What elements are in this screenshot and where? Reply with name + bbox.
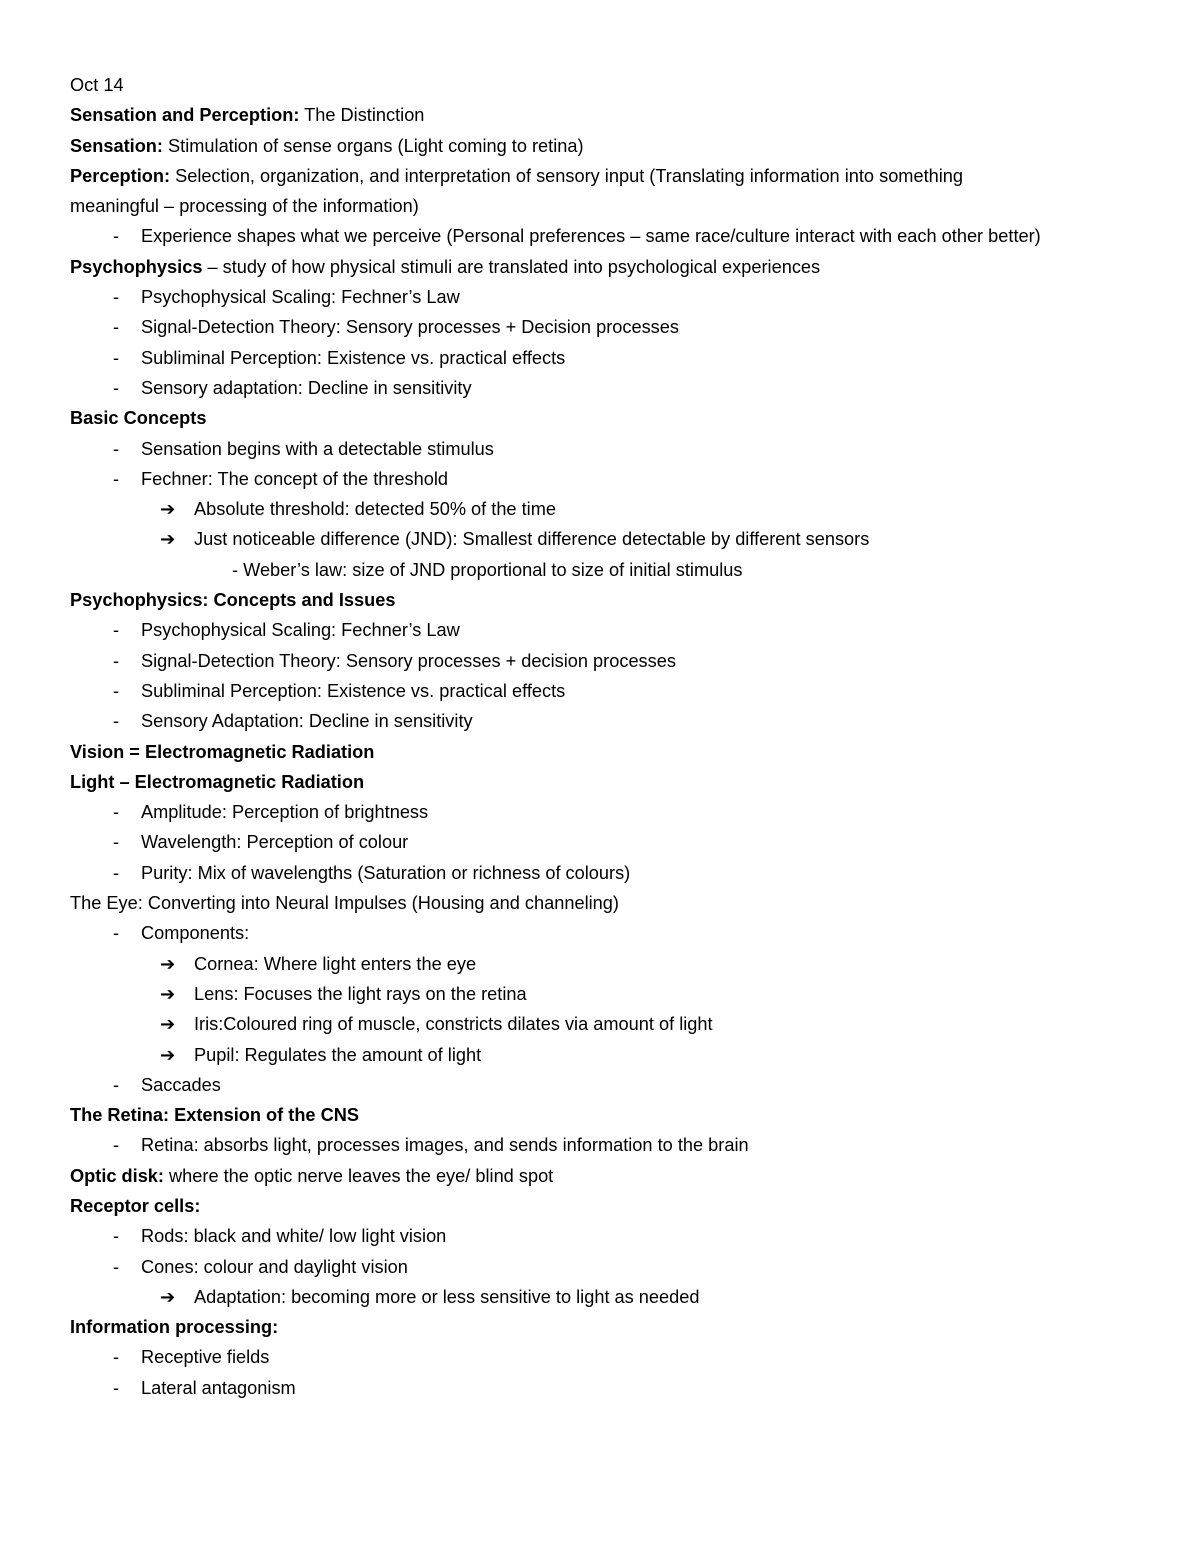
arrow-text: Just noticeable difference (JND): Smallest difference detectable by different sensors bbox=[194, 529, 870, 550]
bullet-text: Sensory Adaptation: Decline in sensitivity bbox=[141, 711, 473, 732]
bullet-item bbox=[70, 282, 1150, 312]
psychophysics-definition bbox=[70, 252, 1150, 282]
bullet-text: Sensory adaptation: Decline in sensitivity bbox=[141, 377, 472, 398]
arrow-right-icon: ➔ bbox=[160, 529, 176, 550]
bullet-text: Rods: black and white/ low light vision bbox=[141, 1226, 447, 1247]
document-page bbox=[70, 70, 1150, 1403]
heading-the-eye: The Eye: Converting into Neural Impulses (Housing and channeling) bbox=[70, 893, 619, 914]
dash-bullet: - bbox=[113, 680, 120, 701]
heading-basic-concepts: Basic Concepts bbox=[70, 408, 207, 429]
dash-bullet: - bbox=[113, 438, 120, 459]
bullet-item bbox=[70, 1130, 1150, 1160]
bullet-text: Saccades bbox=[141, 1074, 221, 1095]
arrow-item bbox=[70, 979, 1150, 1009]
arrow-right-icon: ➔ bbox=[160, 953, 176, 974]
bullet-item bbox=[70, 221, 1150, 251]
bullet-text: Signal-Detection Theory: Sensory processes + decision processes bbox=[141, 650, 676, 671]
bullet-item bbox=[70, 706, 1150, 736]
dash-bullet: - bbox=[113, 1074, 120, 1095]
arrow-item bbox=[70, 524, 1150, 554]
bullet-text: Psychophysical Scaling: Fechner’s Law bbox=[141, 287, 460, 308]
dash-bullet: - bbox=[113, 802, 120, 823]
term-definition: where the optic nerve leaves the eye/ blind spot bbox=[163, 1165, 554, 1186]
bullet-item bbox=[70, 615, 1150, 645]
arrow-right-icon: ➔ bbox=[160, 499, 176, 520]
dash-bullet: - bbox=[113, 468, 120, 489]
heading-vision: Vision = Electromagnetic Radiation bbox=[70, 741, 375, 762]
arrow-right-icon: ➔ bbox=[160, 983, 176, 1004]
term-definition: Selection, organization, and interpretation of sensory input (Translating information into something bbox=[170, 165, 964, 186]
bullet-text: Purity: Mix of wavelengths (Saturation or richness of colours) bbox=[141, 862, 631, 883]
arrow-item bbox=[70, 1282, 1150, 1312]
dash-bullet: - bbox=[113, 347, 120, 368]
arrow-right-icon: ➔ bbox=[160, 1286, 176, 1307]
dash-bullet: - bbox=[113, 1226, 120, 1247]
perception-definition-continued: meaningful – processing of the information) bbox=[70, 196, 419, 217]
arrow-text: Adaptation: becoming more or less sensitive to light as needed bbox=[194, 1286, 700, 1307]
term-definition: Stimulation of sense organs (Light coming to retina) bbox=[162, 135, 584, 156]
bullet-item bbox=[70, 1221, 1150, 1251]
perception-definition bbox=[70, 161, 1150, 191]
bullet-text: Wavelength: Perception of colour bbox=[141, 832, 409, 853]
dash-bullet: - bbox=[113, 1377, 120, 1398]
term-label: Optic disk: bbox=[70, 1165, 164, 1186]
optic-disk-definition bbox=[70, 1161, 1150, 1191]
term-label: Perception: bbox=[70, 165, 171, 186]
bullet-item bbox=[70, 858, 1150, 888]
bullet-text: Amplitude: Perception of brightness bbox=[141, 802, 429, 823]
dash-bullet: - bbox=[113, 226, 120, 247]
bullet-item bbox=[70, 434, 1150, 464]
term-label: Psychophysics bbox=[70, 256, 203, 277]
bullet-text: Fechner: The concept of the threshold bbox=[141, 468, 449, 489]
bullet-item bbox=[70, 1070, 1150, 1100]
bullet-item bbox=[70, 312, 1150, 342]
bullet-item bbox=[70, 343, 1150, 373]
dash-bullet: - bbox=[113, 620, 120, 641]
bullet-text: Sensation begins with a detectable stimulus bbox=[141, 438, 494, 459]
arrow-text: Pupil: Regulates the amount of light bbox=[194, 1044, 482, 1065]
arrow-right-icon: ➔ bbox=[160, 1014, 176, 1035]
arrow-item bbox=[70, 1009, 1150, 1039]
bullet-item bbox=[70, 1252, 1150, 1282]
heading-sensation-perception bbox=[70, 100, 1150, 130]
heading-retina: The Retina: Extension of the CNS bbox=[70, 1105, 360, 1126]
heading-receptor-cells: Receptor cells: bbox=[70, 1195, 201, 1216]
bullet-text: Components: bbox=[141, 923, 250, 944]
sensation-definition bbox=[70, 131, 1150, 161]
bullet-text: Receptive fields bbox=[141, 1347, 270, 1368]
arrow-text: Lens: Focuses the light rays on the retina bbox=[194, 983, 527, 1004]
bullet-text: Subliminal Perception: Existence vs. practical effects bbox=[141, 680, 566, 701]
bullet-text: Lateral antagonism bbox=[141, 1377, 296, 1398]
bullet-item bbox=[70, 797, 1150, 827]
term-label: Sensation: bbox=[70, 135, 163, 156]
bullet-item bbox=[70, 918, 1150, 948]
heading-light: Light – Electromagnetic Radiation bbox=[70, 771, 365, 792]
bullet-text: Subliminal Perception: Existence vs. practical effects bbox=[141, 347, 566, 368]
date-line: Oct 14 bbox=[70, 75, 124, 95]
dash-bullet: - bbox=[113, 923, 120, 944]
bullet-item bbox=[70, 373, 1150, 403]
bullet-item bbox=[70, 646, 1150, 676]
arrow-right-icon: ➔ bbox=[160, 1044, 176, 1065]
heading-information-processing: Information processing: bbox=[70, 1317, 279, 1338]
bullet-text: Retina: absorbs light, processes images, and sends information to the brain bbox=[141, 1135, 749, 1156]
bullet-item bbox=[70, 1342, 1150, 1372]
dash-bullet: - bbox=[113, 862, 120, 883]
bullet-item bbox=[70, 1373, 1150, 1403]
arrow-text: Cornea: Where light enters the eye bbox=[194, 953, 477, 974]
arrow-item bbox=[70, 494, 1150, 524]
sub-note: - Weber’s law: size of JND proportional to size of initial stimulus bbox=[232, 559, 743, 580]
term-definition: – study of how physical stimuli are translated into psychological experiences bbox=[202, 256, 821, 277]
bullet-text: Signal-Detection Theory: Sensory processes + Decision processes bbox=[141, 317, 679, 338]
dash-bullet: - bbox=[113, 317, 120, 338]
bullet-text: Cones: colour and daylight vision bbox=[141, 1256, 408, 1277]
dash-bullet: - bbox=[113, 1256, 120, 1277]
arrow-text: Absolute threshold: detected 50% of the time bbox=[194, 499, 556, 520]
heading-label: Sensation and Perception: bbox=[70, 105, 300, 126]
arrow-item bbox=[70, 949, 1150, 979]
dash-bullet: - bbox=[113, 287, 120, 308]
dash-bullet: - bbox=[113, 711, 120, 732]
arrow-item bbox=[70, 1040, 1150, 1070]
bullet-item bbox=[70, 827, 1150, 857]
bullet-item bbox=[70, 676, 1150, 706]
dash-bullet: - bbox=[113, 832, 120, 853]
dash-bullet: - bbox=[113, 1347, 120, 1368]
bullet-text: Experience shapes what we perceive (Personal preferences – same race/culture interact with each other better) bbox=[141, 226, 1041, 247]
arrow-text: Iris:Coloured ring of muscle, constricts dilates via amount of light bbox=[194, 1014, 713, 1035]
bullet-item bbox=[70, 464, 1150, 494]
bullet-text: Psychophysical Scaling: Fechner’s Law bbox=[141, 620, 460, 641]
heading-psychophysics-concepts: Psychophysics: Concepts and Issues bbox=[70, 590, 396, 611]
heading-text: The Distinction bbox=[299, 105, 425, 126]
dash-bullet: - bbox=[113, 1135, 120, 1156]
dash-bullet: - bbox=[113, 650, 120, 671]
dash-bullet: - bbox=[113, 377, 120, 398]
